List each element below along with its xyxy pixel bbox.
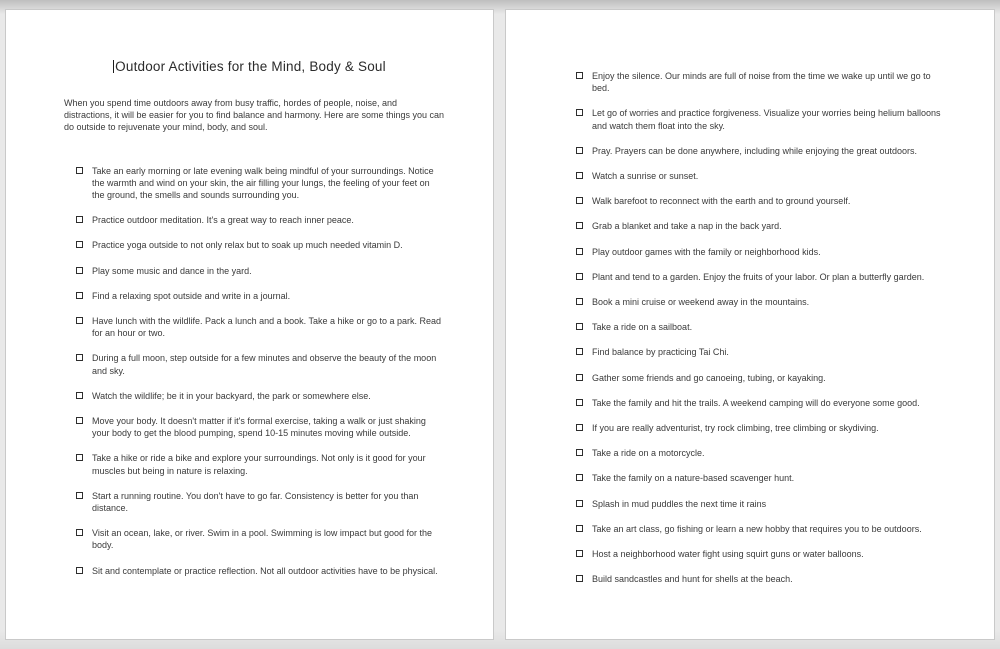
checkbox-icon <box>76 241 83 248</box>
list-item <box>76 565 493 577</box>
checkbox-icon <box>76 267 83 274</box>
list-item-text: Enjoy the silence. Our minds are full of noise from the time we wake up until we go to bed. <box>592 71 931 94</box>
list-item-text: Take the family on a nature-based scavenger hunt. <box>592 473 795 484</box>
list-item-text: Play outdoor games with the family or neighborhood kids. <box>592 246 821 257</box>
checkbox-icon <box>576 424 583 431</box>
list-item-text: Start a running routine. You don't have to go far. Consistency is better for you than distance. <box>92 490 419 514</box>
list-item <box>76 352 493 376</box>
list-item-text: Walk barefoot to reconnect with the earth and to ground yourself. <box>592 196 851 207</box>
checkbox-icon <box>576 374 583 381</box>
list-item-text: Book a mini cruise or weekend away in the mountains. <box>592 297 810 308</box>
list-item <box>576 397 994 409</box>
list-item-text: Take the family and hit the trails. A weekend camping will do everyone some good. <box>592 397 920 408</box>
checkbox-icon <box>576 222 583 229</box>
list-item-text: Have lunch with the wildlife. Pack a lunch and a book. Take a hike or go to a park. Read for an hour or two. <box>92 316 442 339</box>
list-item-text: Take a hike or ride a bike and explore your surroundings. Not only is it good for your muscles but being in nature is relaxing. <box>92 453 426 476</box>
checkbox-icon <box>576 197 583 204</box>
list-item-text: Find balance by practicing Tai Chi. <box>592 347 729 358</box>
list-item-text: Sit and contemplate or practice reflection. Not all outdoor activities have to be physical. <box>92 565 438 576</box>
list-item <box>576 472 994 484</box>
list-item-text: Build sandcastles and hunt for shells at the beach. <box>592 574 793 585</box>
checkbox-icon <box>76 529 83 536</box>
checkbox-icon <box>76 354 83 361</box>
intro-paragraph: When you spend time outdoors away from busy traffic, hordes of people, noise, and distractions, it will be easier for you to find balance and harmony. Here are some things you can do outside to rejuvenate your mind, body, and soul. <box>64 98 445 133</box>
checkbox-icon <box>576 525 583 532</box>
checkbox-icon <box>76 167 83 174</box>
list-item-text: During a full moon, step outside for a few minutes and observe the beauty of the moon and sky. <box>92 353 437 376</box>
checkbox-icon <box>576 550 583 557</box>
list-item <box>576 498 994 510</box>
document-page-right <box>505 9 995 640</box>
list-item <box>576 422 994 434</box>
list-item-text: Take an early morning or late evening walk being mindful of your surroundings. Notice the warmth and wind on your skin, the air filling your lungs, the feeling of your feet on the ground, the smells and sounds surrounding you. <box>92 165 434 201</box>
checklist-left <box>6 165 493 577</box>
list-item-text: Play some music and dance in the yard. <box>92 265 252 276</box>
checkbox-icon <box>576 575 583 582</box>
checkbox-icon <box>576 348 583 355</box>
list-item-text: Plant and tend to a garden. Enjoy the fruits of your labor. Or plan a butterfly garden. <box>592 271 925 282</box>
list-item-text: Visit an ocean, lake, or river. Swim in a pool. Swimming is low impact but good for the body. <box>92 528 432 551</box>
list-item <box>76 214 493 226</box>
list-item <box>76 452 493 476</box>
checkbox-icon <box>576 273 583 280</box>
list-item <box>576 170 994 182</box>
list-item <box>576 447 994 459</box>
list-item-text: Host a neighborhood water fight using squirt guns or water balloons. <box>592 549 864 560</box>
checkbox-icon <box>76 392 83 399</box>
list-item <box>76 165 493 202</box>
checkbox-icon <box>576 323 583 330</box>
checklist-right <box>506 70 994 585</box>
list-item <box>576 523 994 535</box>
list-item-text: Find a relaxing spot outside and write in a journal. <box>92 290 291 301</box>
page-title-text: Outdoor Activities for the Mind, Body & Soul <box>115 59 386 74</box>
list-item <box>76 315 493 339</box>
list-item <box>576 70 994 94</box>
page-title <box>6 59 493 74</box>
list-item-text: Splash in mud puddles the next time it rains <box>592 498 767 509</box>
list-item <box>576 346 994 358</box>
list-item <box>576 145 994 157</box>
list-item <box>76 239 493 251</box>
checkbox-icon <box>576 248 583 255</box>
list-item <box>76 527 493 551</box>
list-item <box>76 390 493 402</box>
checkbox-icon <box>576 147 583 154</box>
list-item <box>576 573 994 585</box>
document-page-left <box>5 9 494 640</box>
list-item <box>576 548 994 560</box>
checkbox-icon <box>76 492 83 499</box>
list-item-text: Watch the wildlife; be it in your backyard, the park or somewhere else. <box>92 390 371 401</box>
checkbox-icon <box>76 216 83 223</box>
list-item-text: Take an art class, go fishing or learn a new hobby that requires you to be outdoors. <box>592 523 922 534</box>
checkbox-icon <box>76 567 83 574</box>
list-item <box>576 107 994 131</box>
list-item-text: Practice outdoor meditation. It's a great way to reach inner peace. <box>92 215 354 226</box>
checkbox-icon <box>576 500 583 507</box>
list-item <box>576 246 994 258</box>
checkbox-icon <box>576 399 583 406</box>
list-item-text: Take a ride on a sailboat. <box>592 322 693 333</box>
checkbox-icon <box>76 417 83 424</box>
list-item-text: Pray. Prayers can be done anywhere, including while enjoying the great outdoors. <box>592 145 918 156</box>
list-item <box>576 372 994 384</box>
list-item-text: Practice yoga outside to not only relax but to soak up much needed vitamin D. <box>92 240 403 251</box>
list-item <box>76 265 493 277</box>
checkbox-icon <box>76 317 83 324</box>
list-item <box>576 195 994 207</box>
list-item <box>76 415 493 439</box>
checkbox-icon <box>76 454 83 461</box>
checkbox-icon <box>576 109 583 116</box>
checkbox-icon <box>576 298 583 305</box>
list-item-text: Watch a sunrise or sunset. <box>592 171 699 182</box>
list-item <box>576 220 994 232</box>
list-item-text: Let go of worries and practice forgiveness. Visualize your worries being helium balloons and watch them float into the sky. <box>592 108 941 131</box>
checkbox-icon <box>576 172 583 179</box>
list-item-text: Grab a blanket and take a nap in the back yard. <box>592 221 782 232</box>
checkbox-icon <box>576 449 583 456</box>
list-item <box>76 490 493 514</box>
list-item <box>76 290 493 302</box>
checkbox-icon <box>576 72 583 79</box>
list-item <box>576 271 994 283</box>
list-item-text: Take a ride on a motorcycle. <box>592 448 705 459</box>
list-item-text: Move your body. It doesn't matter if it's formal exercise, taking a walk or just shaking your body to get the blood pumping, spend 10-15 minutes moving while outside. <box>92 416 426 439</box>
list-item <box>576 296 994 308</box>
list-item-text: If you are really adventurist, try rock climbing, tree climbing or skydiving. <box>592 423 879 434</box>
list-item <box>576 321 994 333</box>
list-item-text: Gather some friends and go canoeing, tubing, or kayaking. <box>592 372 826 383</box>
checkbox-icon <box>76 292 83 299</box>
text-cursor <box>113 60 114 73</box>
checkbox-icon <box>576 474 583 481</box>
